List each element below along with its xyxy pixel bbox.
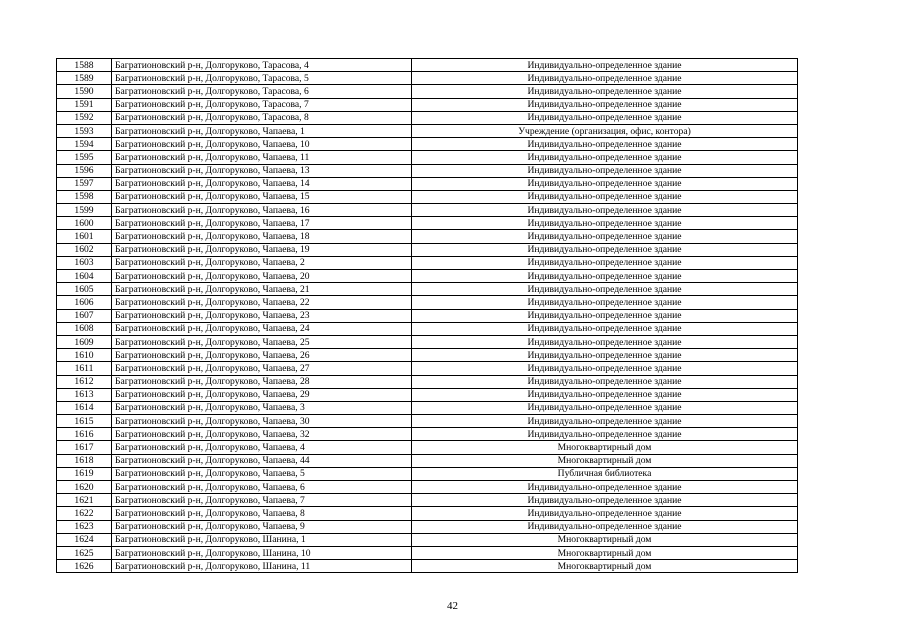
address-cell: Багратионовский р-н, Долгоруково, Чапаева, 26 — [112, 349, 412, 362]
building-type-cell: Индивидуально-определенное здание — [412, 256, 798, 269]
address-cell: Багратионовский р-н, Долгоруково, Чапаева, 22 — [112, 296, 412, 309]
address-cell: Багратионовский р-н, Долгоруково, Чапаева, 8 — [112, 507, 412, 520]
table-row — [57, 190, 798, 203]
building-type-cell: Индивидуально-определенное здание — [412, 401, 798, 414]
table-row — [57, 388, 798, 401]
table-row — [57, 349, 798, 362]
address-cell: Багратионовский р-н, Долгоруково, Чапаева, 30 — [112, 415, 412, 428]
table-row — [57, 59, 798, 72]
address-cell: Багратионовский р-н, Долгоруково, Чапаева, 16 — [112, 204, 412, 217]
row-number-cell: 1595 — [57, 151, 112, 164]
address-cell: Багратионовский р-н, Долгоруково, Чапаева, 3 — [112, 401, 412, 414]
row-number-cell: 1622 — [57, 507, 112, 520]
table-row — [57, 111, 798, 124]
address-cell: Багратионовский р-н, Долгоруково, Чапаева, 24 — [112, 322, 412, 335]
table-row — [57, 560, 798, 573]
table-row — [57, 256, 798, 269]
building-type-cell: Индивидуально-определенное здание — [412, 190, 798, 203]
table-row — [57, 362, 798, 375]
address-cell: Багратионовский р-н, Долгоруково, Чапаева, 13 — [112, 164, 412, 177]
table-row — [57, 507, 798, 520]
building-type-cell: Индивидуально-определенное здание — [412, 98, 798, 111]
row-number-cell: 1608 — [57, 322, 112, 335]
registry-table — [56, 58, 798, 573]
row-number-cell: 1620 — [57, 481, 112, 494]
row-number-cell: 1611 — [57, 362, 112, 375]
building-type-cell: Индивидуально-определенное здание — [412, 217, 798, 230]
row-number-cell: 1590 — [57, 85, 112, 98]
building-type-cell: Индивидуально-определенное здание — [412, 204, 798, 217]
building-type-cell: Индивидуально-определенное здание — [412, 138, 798, 151]
table-row — [57, 415, 798, 428]
address-cell: Багратионовский р-н, Долгоруково, Чапаева, 20 — [112, 270, 412, 283]
building-type-cell: Многоквартирный дом — [412, 560, 798, 573]
address-cell: Багратионовский р-н, Долгоруково, Чапаева, 10 — [112, 138, 412, 151]
address-cell: Багратионовский р-н, Долгоруково, Чапаева, 32 — [112, 428, 412, 441]
page-number: 42 — [447, 600, 458, 612]
building-type-cell: Индивидуально-определенное здание — [412, 309, 798, 322]
table-row — [57, 151, 798, 164]
table-row — [57, 204, 798, 217]
building-type-cell: Индивидуально-определенное здание — [412, 335, 798, 348]
address-cell: Багратионовский р-н, Долгоруково, Тарасова, 7 — [112, 98, 412, 111]
address-cell: Багратионовский р-н, Долгоруково, Чапаева, 27 — [112, 362, 412, 375]
building-type-cell: Индивидуально-определенное здание — [412, 243, 798, 256]
building-type-cell: Индивидуально-определенное здание — [412, 111, 798, 124]
row-number-cell: 1612 — [57, 375, 112, 388]
row-number-cell: 1624 — [57, 533, 112, 546]
table-row — [57, 296, 798, 309]
address-cell: Багратионовский р-н, Долгоруково, Чапаева, 25 — [112, 335, 412, 348]
address-cell: Багратионовский р-н, Долгоруково, Тарасова, 8 — [112, 111, 412, 124]
address-cell: Багратионовский р-н, Долгоруково, Чапаева, 7 — [112, 494, 412, 507]
row-number-cell: 1600 — [57, 217, 112, 230]
building-type-cell: Индивидуально-определенное здание — [412, 164, 798, 177]
table-row — [57, 428, 798, 441]
address-cell: Багратионовский р-н, Долгоруково, Чапаева, 21 — [112, 283, 412, 296]
table-row — [57, 481, 798, 494]
row-number-cell: 1599 — [57, 204, 112, 217]
row-number-cell: 1592 — [57, 111, 112, 124]
table-row — [57, 309, 798, 322]
table-row — [57, 98, 798, 111]
row-number-cell: 1604 — [57, 270, 112, 283]
building-type-cell: Индивидуально-определенное здание — [412, 151, 798, 164]
building-type-cell: Индивидуально-определенное здание — [412, 230, 798, 243]
table-row — [57, 520, 798, 533]
row-number-cell: 1617 — [57, 441, 112, 454]
building-type-cell: Индивидуально-определенное здание — [412, 362, 798, 375]
address-cell: Багратионовский р-н, Долгоруково, Чапаева, 44 — [112, 454, 412, 467]
row-number-cell: 1619 — [57, 467, 112, 480]
building-type-cell: Индивидуально-определенное здание — [412, 375, 798, 388]
row-number-cell: 1625 — [57, 546, 112, 559]
row-number-cell: 1616 — [57, 428, 112, 441]
table-row — [57, 85, 798, 98]
table-row — [57, 217, 798, 230]
table-row — [57, 72, 798, 85]
address-cell: Багратионовский р-н, Долгоруково, Чапаева, 5 — [112, 467, 412, 480]
building-type-cell: Индивидуально-определенное здание — [412, 72, 798, 85]
building-type-cell: Индивидуально-определенное здание — [412, 349, 798, 362]
address-cell: Багратионовский р-н, Долгоруково, Шанина, 10 — [112, 546, 412, 559]
row-number-cell: 1614 — [57, 401, 112, 414]
address-cell: Багратионовский р-н, Долгоруково, Чапаева, 4 — [112, 441, 412, 454]
building-type-cell: Индивидуально-определенное здание — [412, 177, 798, 190]
table-row — [57, 138, 798, 151]
table-row — [57, 467, 798, 480]
row-number-cell: 1588 — [57, 59, 112, 72]
row-number-cell: 1593 — [57, 124, 112, 137]
registry-table-body — [57, 59, 798, 573]
building-type-cell: Индивидуально-определенное здание — [412, 481, 798, 494]
row-number-cell: 1610 — [57, 349, 112, 362]
row-number-cell: 1602 — [57, 243, 112, 256]
building-type-cell: Индивидуально-определенное здание — [412, 322, 798, 335]
address-cell: Багратионовский р-н, Долгоруково, Шанина, 11 — [112, 560, 412, 573]
address-cell: Багратионовский р-н, Долгоруково, Чапаева, 9 — [112, 520, 412, 533]
building-type-cell: Многоквартирный дом — [412, 546, 798, 559]
address-cell: Багратионовский р-н, Долгоруково, Чапаева, 2 — [112, 256, 412, 269]
building-type-cell: Индивидуально-определенное здание — [412, 388, 798, 401]
row-number-cell: 1623 — [57, 520, 112, 533]
row-number-cell: 1613 — [57, 388, 112, 401]
row-number-cell: 1621 — [57, 494, 112, 507]
table-row — [57, 441, 798, 454]
building-type-cell: Индивидуально-определенное здание — [412, 520, 798, 533]
building-type-cell: Индивидуально-определенное здание — [412, 85, 798, 98]
row-number-cell: 1609 — [57, 335, 112, 348]
address-cell: Багратионовский р-н, Долгоруково, Чапаева, 28 — [112, 375, 412, 388]
table-row — [57, 533, 798, 546]
address-cell: Багратионовский р-н, Долгоруково, Чапаева, 11 — [112, 151, 412, 164]
address-cell: Багратионовский р-н, Долгоруково, Шанина, 1 — [112, 533, 412, 546]
table-row — [57, 401, 798, 414]
table-row — [57, 124, 798, 137]
row-number-cell: 1603 — [57, 256, 112, 269]
address-cell: Багратионовский р-н, Долгоруково, Чапаева, 18 — [112, 230, 412, 243]
building-type-cell: Индивидуально-определенное здание — [412, 296, 798, 309]
row-number-cell: 1618 — [57, 454, 112, 467]
address-cell: Багратионовский р-н, Долгоруково, Чапаева, 14 — [112, 177, 412, 190]
table-row — [57, 177, 798, 190]
table-row — [57, 283, 798, 296]
address-cell: Багратионовский р-н, Долгоруково, Тарасова, 6 — [112, 85, 412, 98]
row-number-cell: 1626 — [57, 560, 112, 573]
building-type-cell: Публичная библиотека — [412, 467, 798, 480]
row-number-cell: 1589 — [57, 72, 112, 85]
table-row — [57, 375, 798, 388]
table-row — [57, 335, 798, 348]
row-number-cell: 1606 — [57, 296, 112, 309]
building-type-cell: Многоквартирный дом — [412, 441, 798, 454]
row-number-cell: 1591 — [57, 98, 112, 111]
building-type-cell: Индивидуально-определенное здание — [412, 507, 798, 520]
row-number-cell: 1597 — [57, 177, 112, 190]
table-row — [57, 230, 798, 243]
building-type-cell: Учреждение (организация, офис, контора) — [412, 124, 798, 137]
building-type-cell: Индивидуально-определенное здание — [412, 283, 798, 296]
row-number-cell: 1594 — [57, 138, 112, 151]
address-cell: Багратионовский р-н, Долгоруково, Чапаева, 29 — [112, 388, 412, 401]
row-number-cell: 1598 — [57, 190, 112, 203]
address-cell: Багратионовский р-н, Долгоруково, Чапаева, 1 — [112, 124, 412, 137]
building-type-cell: Индивидуально-определенное здание — [412, 59, 798, 72]
address-cell: Багратионовский р-н, Долгоруково, Тарасова, 5 — [112, 72, 412, 85]
row-number-cell: 1601 — [57, 230, 112, 243]
address-cell: Багратионовский р-н, Долгоруково, Чапаева, 19 — [112, 243, 412, 256]
table-row — [57, 494, 798, 507]
building-type-cell: Индивидуально-определенное здание — [412, 415, 798, 428]
address-cell: Багратионовский р-н, Долгоруково, Чапаева, 23 — [112, 309, 412, 322]
row-number-cell: 1596 — [57, 164, 112, 177]
table-row — [57, 546, 798, 559]
table-row — [57, 243, 798, 256]
address-cell: Багратионовский р-н, Долгоруково, Чапаева, 15 — [112, 190, 412, 203]
row-number-cell: 1615 — [57, 415, 112, 428]
address-cell: Багратионовский р-н, Долгоруково, Чапаева, 6 — [112, 481, 412, 494]
address-cell: Багратионовский р-н, Долгоруково, Чапаева, 17 — [112, 217, 412, 230]
building-type-cell: Многоквартирный дом — [412, 533, 798, 546]
building-type-cell: Многоквартирный дом — [412, 454, 798, 467]
table-row — [57, 322, 798, 335]
table-row — [57, 454, 798, 467]
address-cell: Багратионовский р-н, Долгоруково, Тарасова, 4 — [112, 59, 412, 72]
row-number-cell: 1607 — [57, 309, 112, 322]
row-number-cell: 1605 — [57, 283, 112, 296]
table-row — [57, 164, 798, 177]
building-type-cell: Индивидуально-определенное здание — [412, 270, 798, 283]
building-type-cell: Индивидуально-определенное здание — [412, 494, 798, 507]
building-type-cell: Индивидуально-определенное здание — [412, 428, 798, 441]
table-row — [57, 270, 798, 283]
